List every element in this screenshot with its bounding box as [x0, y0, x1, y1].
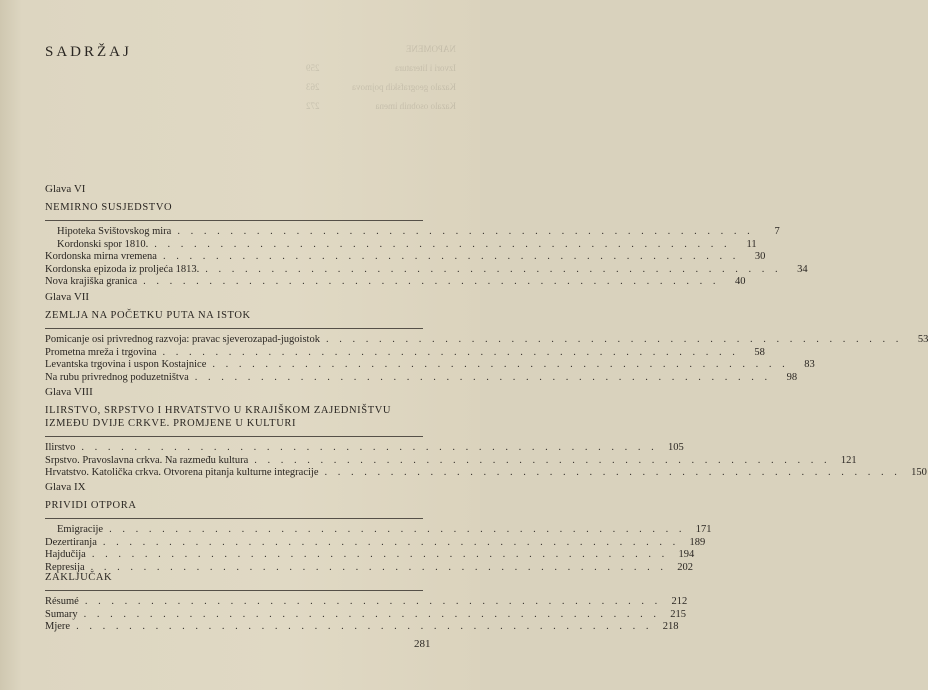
toc-entry[interactable] — [45, 371, 798, 385]
chapter-6 — [45, 183, 808, 289]
toc-entry[interactable] — [45, 251, 766, 264]
toc-entry[interactable] — [45, 346, 765, 360]
toc-entry[interactable] — [45, 334, 928, 347]
leader-dots: . . . . . . . . . . . . . . . . . . . . . . . . . . . . . . . . . . . . . . . . . . . . — [205, 263, 782, 275]
divider — [45, 518, 423, 519]
entry-page: 83 — [804, 359, 815, 371]
leader-dots: . . . . . . . . . . . . . . . . . . . . . . . . . . . . . . . . . . . . . . . . . . . . — [90, 561, 668, 573]
toc-entry[interactable] — [45, 549, 695, 562]
bleed-line — [306, 78, 456, 97]
bleed-line — [306, 59, 456, 78]
entry-title: Emigracije — [57, 524, 104, 535]
leader-dots: . . . . . . . . . . . . . . . . . . . . . . . . . . . . . . . . . . . . . . . . . . . . — [83, 608, 661, 620]
chapter-heading: ZAKLJUČAK — [45, 572, 113, 583]
entry-page: 30 — [754, 251, 766, 263]
toc-entry[interactable] — [45, 238, 757, 252]
chapter-heading: PRIVIDI OTPORA — [45, 500, 137, 511]
leader-dots: . . . . . . . . . . . . . . . . . . . . . . . . . . . . . . . . . . . . . . . . . . . . — [76, 621, 653, 633]
leader-dots: . . . . . . . . . . . . . . . . . . . . . . . . . . . . . . . . . . . . . . . . . . . . — [102, 536, 680, 548]
entry-title: Pomicanje osi privrednog razvoja: pravac sjeverozapad-jugoistok — [45, 334, 320, 345]
conclusion — [45, 571, 688, 634]
chapter-heading: NEMIRNO SUSJEDSTVO — [45, 202, 173, 213]
bleed-page: 259 — [306, 63, 320, 73]
entry-title: Résumé — [45, 596, 79, 607]
toc-entry[interactable] — [45, 608, 687, 622]
toc-entry[interactable] — [45, 524, 712, 537]
entry-page: 215 — [670, 608, 687, 620]
bleed-line — [306, 40, 456, 59]
toc-entry[interactable] — [45, 621, 679, 634]
divider — [45, 590, 423, 591]
bleed-label: Izvori i literatura — [395, 63, 456, 73]
entry-page: 202 — [677, 561, 694, 573]
chapter-number: Glava VII — [45, 291, 90, 303]
entry-title: Na rubu privrednog poduzetništva — [45, 371, 189, 383]
entry-title: Sumary — [45, 608, 78, 620]
bleed-label: NAPOMENE — [405, 44, 456, 54]
entry-title: Ilirstvo — [45, 442, 76, 453]
divider — [45, 436, 423, 437]
entry-title: Prometna mreža i trgovina — [45, 346, 157, 358]
entry-page: 194 — [678, 549, 695, 561]
bleed-line — [306, 97, 456, 116]
entry-page: 34 — [797, 263, 808, 275]
leader-dots: . . . . . . . . . . . . . . . . . . . . . . . . . . . . . . . . . . . . . . . . . . . . — [109, 524, 686, 535]
divider — [45, 220, 423, 221]
bleed-label: Kazalo osobnih imena — [375, 101, 456, 111]
entry-title: Hipoteka Svištovskog mira — [57, 226, 172, 237]
entry-title: Levantska trgovina i uspon Kostajnice — [45, 359, 207, 371]
leader-dots: . . . . . . . . . . . . . . . . . . . . . . . . . . . . . . . . . . . . . . . . . . . . — [212, 359, 789, 371]
entry-page: 218 — [662, 621, 679, 633]
toc-entry[interactable] — [45, 454, 857, 468]
entry-page: 121 — [840, 454, 857, 466]
bleed-label: Kazalo geografskih pojmova — [352, 82, 456, 92]
chapter-number: Glava IX — [45, 481, 86, 493]
leader-dots: . . . . . . . . . . . . . . . . . . . . . . . . . . . . . . . . . . . . . . . . . . . . — [81, 442, 658, 453]
toc-entry[interactable] — [45, 276, 746, 289]
chapter-8 — [45, 386, 927, 480]
page-title: SADRŽAJ — [45, 44, 132, 60]
entry-page: 212 — [671, 596, 688, 607]
entry-title: Kordonska epizoda iz proljeća 1813. — [45, 263, 200, 275]
leader-dots: . . . . . . . . . . . . . . . . . . . . . . . . . . . . . . . . . . . . . . . . . . . . — [325, 334, 903, 345]
toc-entry[interactable] — [45, 226, 780, 239]
entry-page: 40 — [735, 276, 746, 288]
leader-dots: . . . . . . . . . . . . . . . . . . . . . . . . . . . . . . . . . . . . . . . . . . . . — [143, 276, 720, 288]
leader-dots: . . . . . . . . . . . . . . . . . . . . . . . . . . . . . . . . . . . . . . . . . . . . — [162, 346, 739, 358]
entry-page: 53 — [917, 334, 928, 345]
entry-title: Dezertiranja — [45, 536, 97, 548]
entry-page: 7 — [774, 226, 780, 237]
entry-page: 150 — [911, 467, 927, 479]
chapter-heading: ILIRSTVO, SRPSTVO I HRVATSTVO U KRAJIŠKOM ZAJEDNIŠTVU IZMEĐU DVIJE CRKVE. PROMJENE U KULTURI — [45, 405, 392, 429]
toc-entry[interactable] — [45, 442, 684, 455]
leader-dots: . . . . . . . . . . . . . . . . . . . . . . . . . . . . . . . . . . . . . . . . . . . . — [194, 371, 772, 383]
leader-dots: . . . . . . . . . . . . . . . . . . . . . . . . . . . . . . . . . . . . . . . . . . . . — [154, 238, 731, 250]
bleed-through-text — [306, 40, 456, 116]
entry-title: Mjere — [45, 621, 71, 633]
entry-page: 98 — [786, 371, 798, 383]
chapter-heading: ZEMLJA NA POČETKU PUTA NA ISTOK — [45, 310, 251, 321]
chapter-7 — [45, 291, 928, 384]
entry-title: Kordonski spor 1810. — [57, 238, 149, 250]
bleed-page: 272 — [306, 101, 320, 111]
entry-title: Nova krajiška granica — [45, 276, 138, 288]
toc-entry[interactable] — [45, 536, 706, 550]
entry-title: Kordonska mirna vremena — [45, 251, 157, 263]
page-number: 281 — [414, 638, 431, 650]
entry-page: 11 — [746, 238, 757, 250]
leader-dots: . . . . . . . . . . . . . . . . . . . . . . . . . . . . . . . . . . . . . . . . . . . . — [162, 251, 740, 263]
entry-title: Hajdučija — [45, 549, 86, 561]
entry-title: Hrvatstvo. Katolička crkva. Otvorena pitanja kulturne integracije — [45, 467, 319, 479]
entry-title: Srpstvo. Pravoslavna crkva. Na razmeđu kultura — [45, 454, 249, 466]
leader-dots: . . . . . . . . . . . . . . . . . . . . . . . . . . . . . . . . . . . . . . . . . . . . — [84, 596, 662, 607]
chapter-9 — [45, 481, 712, 574]
bleed-page: 263 — [306, 82, 320, 92]
entry-page: 58 — [754, 346, 765, 358]
leader-dots: . . . . . . . . . . . . . . . . . . . . . . . . . . . . . . . . . . . . . . . . . . . . — [254, 454, 831, 466]
entry-title: Represija — [45, 561, 85, 573]
entry-page: 105 — [667, 442, 684, 453]
entry-page: 189 — [689, 536, 706, 548]
toc-entry[interactable] — [45, 467, 927, 480]
divider — [45, 328, 423, 329]
toc-entry[interactable] — [45, 596, 688, 609]
chapter-number: Glava VI — [45, 183, 86, 195]
toc-entry[interactable] — [45, 263, 808, 277]
toc-entry[interactable] — [45, 359, 815, 372]
entry-page: 171 — [695, 524, 712, 535]
chapter-number: Glava VIII — [45, 386, 93, 398]
leader-dots: . . . . . . . . . . . . . . . . . . . . . . . . . . . . . . . . . . . . . . . . . . . . — [91, 549, 669, 561]
leader-dots: . . . . . . . . . . . . . . . . . . . . . . . . . . . . . . . . . . . . . . . . . . . . — [324, 467, 901, 479]
leader-dots: . . . . . . . . . . . . . . . . . . . . . . . . . . . . . . . . . . . . . . . . . . . . — [177, 226, 754, 237]
